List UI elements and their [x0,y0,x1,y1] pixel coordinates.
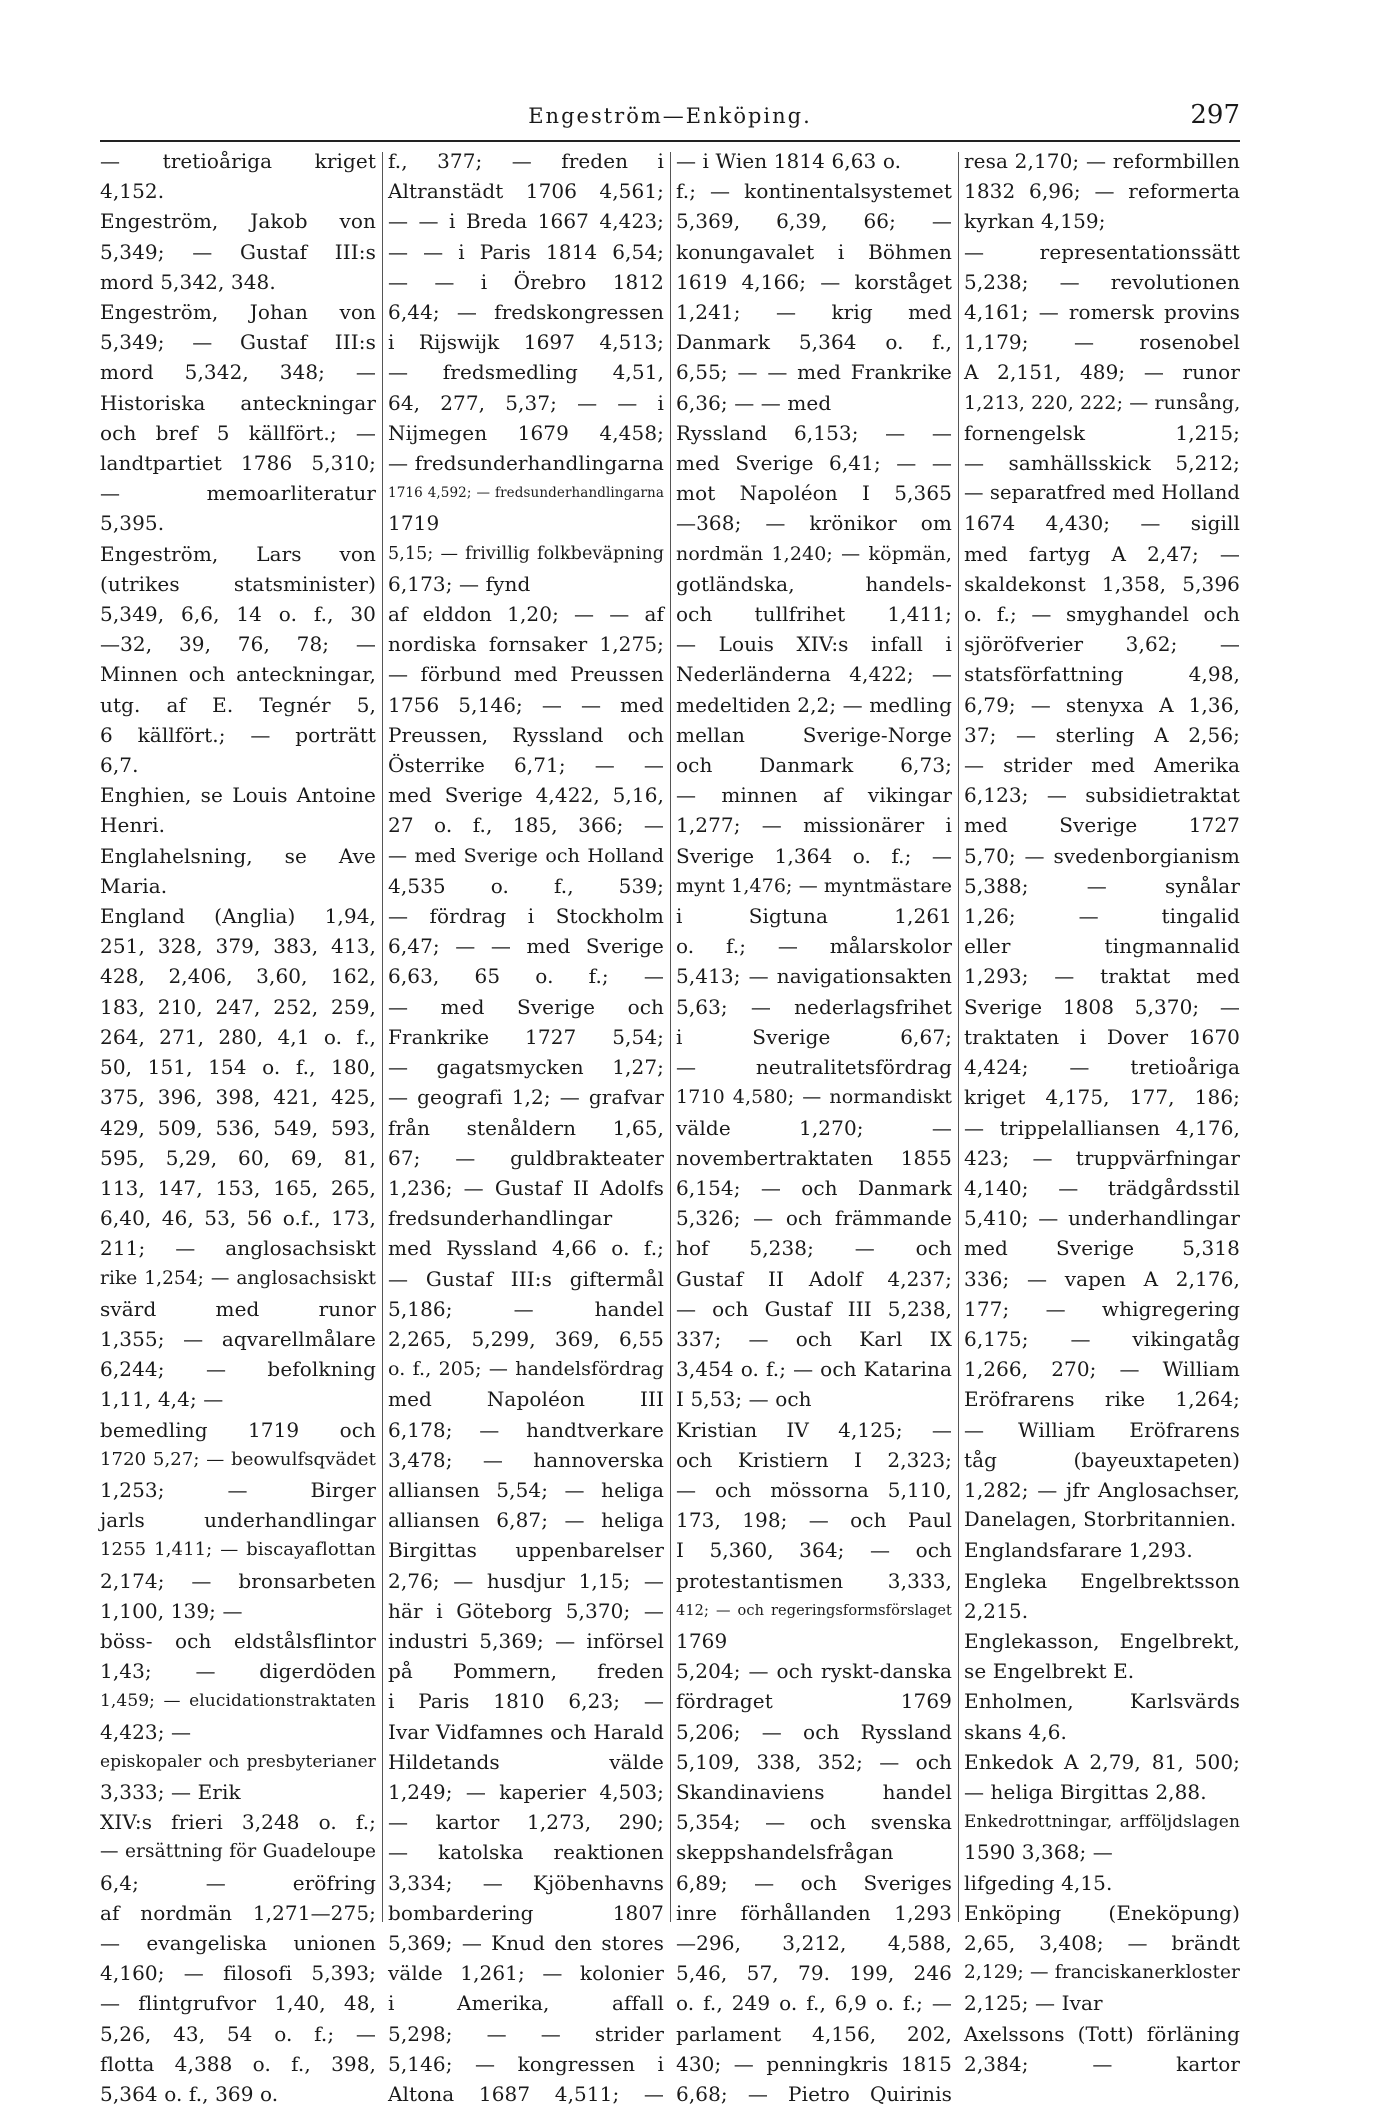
index-column-2 [388,146,664,2106]
index-line: Preussen, Ryssland och [388,722,664,747]
index-line: Altona 1687 4,511; — [388,2082,664,2106]
index-line: 4,161; — romersk provins [964,300,1240,325]
index-line: Minnen och anteckningar, [100,662,376,687]
index-line: 5,364 o. f., 369 o. [100,2082,279,2106]
index-line: 5,206; — och Ryssland [676,1719,952,1744]
index-line: — katolska reaktionen [388,1840,664,1865]
index-line: konungavalet i Böhmen [676,239,952,264]
index-line: nordmän 1,240; — köpmän, [676,542,952,565]
index-line: 2,384; — kartor [964,2051,1240,2076]
index-line: 6,47; — — med Sverige [388,934,664,959]
index-line: — — i Örebro 1812 [388,269,664,294]
index-line: 177; — whigregering [964,1296,1240,1321]
index-line: af elddon 1,20; — — af [388,602,664,627]
index-line: 1756 5,146; — — med [388,692,664,717]
index-column-4 [964,146,1241,2076]
index-line: Altranstädt 1706 4,561; [388,179,664,204]
index-line: 1,253; — Birger [100,1477,376,1502]
index-line: 5,413; — navigationsakten [676,964,952,989]
index-line: 375, 396, 398, 421, 425, [100,1085,376,1110]
index-line: statsförfattning 4,98, [964,662,1240,687]
index-line: — — i Paris 1814 6,54; [388,239,664,264]
index-line: Danelagen, Storbritannien. [964,1508,1237,1532]
index-line: 5,26, 43, 54 o. f.; — [100,2021,376,2046]
index-line: 5,15; — frivillig folkbeväpning [388,543,664,564]
index-line: — minnen af vikingar [676,783,952,808]
index-line: Englahelsning, se Ave [100,843,376,868]
index-line: 6,68; — Pietro Quirinis [676,2082,952,2106]
index-line: 1716 4,592; — fredsunderhandlingarna [388,485,664,502]
index-line: — separatfred med Holland [964,481,1240,505]
index-line: f.; — kontinentalsystemet [676,179,952,204]
index-line: 1255 1,411; — biscayaflottan [100,1539,376,1561]
index-line: — i Wien 1814 6,63 o. [676,149,902,173]
index-line: o. f., 205; — handelsfördrag [388,1358,664,1381]
index-line: tåg (bayeuxtapeten) [964,1447,1240,1472]
index-line: mot Napoléon I 5,365 [676,481,952,506]
index-line: böss- och eldstålsflintor [100,1628,376,1653]
index-line: —368; — krönikor om [676,511,952,536]
index-line: 428, 2,406, 3,60, 162, [100,964,376,989]
index-line: 2,129; — franciskanerkloster [964,1962,1240,1984]
column-divider [958,152,959,1922]
index-line: 1,266, 270; — William [964,1357,1240,1382]
index-line: 5,46, 57, 79. 199, 246 [676,1961,952,1986]
index-line: Historiska anteckningar [100,390,376,415]
index-line: — heliga Birgittas 2,88. [964,1779,1207,1804]
index-line: bombardering 1807 [388,1900,664,1925]
index-line: Nijmegen 1679 4,458; [388,420,664,445]
index-line: 1,100, 139; — [100,1598,243,1623]
index-line: 6,40, 46, 53, 56 o.f., 173, [100,1206,376,1231]
index-line: — — i Breda 1667 4,423; [388,209,664,234]
index-line: Ryssland 6,153; — — [676,420,952,445]
index-line: 5,388; — synålar [964,873,1240,898]
index-line: skeppshandelsfrågan [676,1840,894,1865]
index-line: 5,369, 6,39, 66; — [676,209,952,234]
index-line: 1,459; — elucidationstraktaten [100,1691,376,1712]
index-line: — flintgrufvor 1,40, 48, [100,1991,376,2016]
index-line: 6,44; — fredskongressen [388,300,664,325]
index-line: (utrikes statsminister) [100,571,376,596]
index-line: i Amerika, affall [388,1991,664,2016]
index-line: i Rijswijk 1697 4,513; [388,330,664,355]
index-line: novembertraktaten 1855 [676,1145,952,1170]
index-line: — fördrag i Stockholm [388,904,664,929]
index-line: — med Sverige och [388,994,664,1019]
index-line: 251, 328, 379, 383, 413, [100,934,376,959]
index-line: Nederländerna 4,422; — [676,662,952,687]
index-line: med Napoléon III [388,1387,664,1412]
index-line: 5,349; — Gustaf III:s [100,330,376,355]
index-line: — fredsunderhandlingarna [388,451,664,476]
index-line: 5,369; — Knud den stores [388,1930,664,1955]
index-line: 27 o. f., 185, 366; — [388,813,664,838]
index-line: Engeström, Lars von [100,541,376,566]
index-line: i Paris 1810 6,23; — [388,1689,664,1714]
index-line: 6,36; — — med [676,390,832,415]
index-line: 423; — truppvärfningar [964,1145,1240,1170]
index-line: Österrike 6,71; — — [388,753,664,778]
index-line: 1,249; — kaperier 4,503; [388,1779,664,1804]
index-line: — representationssätt [964,239,1240,264]
index-columns [100,146,1241,2106]
index-line: Sverige 1808 5,370; — [964,994,1240,1019]
index-line: mynt 1,476; — myntmästare [676,874,953,897]
index-line: 5,326; — och främmande [676,1206,952,1231]
index-line: — trippelalliansen 4,176, [964,1115,1240,1140]
index-line: 6,89; — och Sveriges [676,1870,952,1895]
index-line: 1769 [676,1628,728,1653]
index-line: rike 1,254; — anglosachsiskt [100,1267,376,1289]
index-line: 1720 5,27; — beowulfsqvädet [100,1448,376,1470]
index-line: 6,123; — subsidietraktat [964,783,1240,808]
index-line: —32, 39, 76, 78; — [100,632,376,657]
index-line: på Pommern, freden [388,1659,664,1684]
index-line: mellan Sverige-Norge [676,722,952,747]
index-line: Engeström, Jakob von [100,209,376,234]
index-line: 4,160; — filosofi 5,393; [100,1961,376,1986]
index-line: 1,26; — tingalid [964,904,1240,929]
index-line: Hildetands välde [388,1749,664,1774]
index-line: 5,354; — och svenska [676,1810,952,1835]
index-line: — samhällsskick 5,212; [964,451,1240,476]
index-line: 337; — och Karl IX [676,1326,952,1351]
column-divider [670,152,671,1922]
index-line: 1,241; — krig med [676,300,952,325]
index-line: — och Gustaf III 5,238, [676,1296,952,1321]
index-line: af nordmän 1,271—275; [100,1900,376,1925]
index-line: 64, 277, 5,37; — — i [388,390,664,415]
index-line: protestantismen 3,333, [676,1568,952,1593]
index-line: Frankrike 1727 5,54; [388,1024,664,1049]
index-line: —296, 3,212, 4,588, [676,1930,952,1955]
index-line: med Ryssland 4,66 o. f.; [388,1236,664,1261]
index-line: — fredsmedling 4,51, [388,360,664,385]
index-line: Gustaf II Adolf 4,237; [676,1266,952,1291]
index-line: Enkedok A 2,79, 81, 500; [964,1749,1240,1774]
index-line: 3,454 o. f.; — och Katarina [676,1357,952,1382]
index-line: jarls underhandlingar [100,1508,376,1533]
index-line: kyrkan 4,159; [964,209,1106,234]
index-line: traktaten i Dover 1670 [964,1024,1240,1049]
index-line: 2,265, 5,299, 369, 6,55 [388,1326,664,1351]
index-line: 5,238; — revolutionen [964,269,1240,294]
index-line: i Sigtuna 1,261 [676,904,952,929]
page-header [100,100,1240,138]
index-line: Enkedrottningar, arfföljdslagen [964,1812,1240,1833]
index-line: resa 2,170; — reformbillen [964,149,1240,173]
index-line: 6 källfört.; — porträtt [100,722,376,747]
index-line: — gagatsmycken 1,27; [388,1055,664,1080]
index-line: 1,236; — Gustaf II Adolfs [388,1175,664,1200]
index-line: 4,140; — trädgårdsstil [964,1175,1240,1200]
index-line: I 5,53; — och [676,1387,812,1412]
index-line: skaldekonst 1,358, 5,396 [964,571,1240,596]
index-line: nordiska fornsaker 1,275; [388,632,664,657]
index-line: 430; — penningkris 1815 [676,2051,952,2076]
index-line: fredsunderhandlingar [388,1206,613,1231]
index-line: Enghien, se Louis Antoine [100,783,376,808]
index-line: 1832 6,96; — reformerta [964,179,1240,204]
index-line: 1719 [388,511,440,536]
index-line: skans 4,6. [964,1719,1067,1744]
index-line: medeltiden 2,2; — medling [676,692,952,717]
index-line: 264, 271, 280, 4,1 o. f., [100,1024,376,1049]
index-line: — kartor 1,273, 290; [388,1810,664,1835]
index-line: 1,213, 220, 222; — runsång, [964,391,1241,414]
index-line: i Sverige 6,67; [676,1024,952,1049]
index-line: med fartyg A 2,47; — [964,541,1240,566]
index-line: 37; — sterling A 2,56; [964,722,1240,747]
index-line: hof 5,238; — och [676,1236,952,1261]
index-line: 5,298; — — strider [388,2021,664,2046]
index-line: 2,215. [964,1598,1029,1623]
index-line: Birgittas uppenbarelser [388,1538,664,1563]
index-line: 2,76; — husdjur 1,15; — [388,1568,664,1593]
index-line: 429, 509, 536, 549, 593, [100,1115,376,1140]
index-line: och Kristiern I 2,323; [676,1447,952,1472]
index-line: 5,349, 6,6, 14 o. f., 30 [100,602,376,627]
index-line: 1,282; — jfr Anglosachser, [964,1477,1240,1502]
index-line: inre förhållanden 1,293 [676,1900,952,1925]
index-line: med Sverige 6,41; — — [676,451,952,476]
index-line: Engeström, Johan von [100,300,376,325]
index-line: 412; — och regeringsformsförslaget [676,1602,952,1619]
index-line: 173, 198; — och Paul [676,1508,952,1533]
index-line: flotta 4,388 o. f., 398, [100,2051,376,2076]
index-line: I 5,360, 364; — och [676,1538,952,1563]
index-line: Kristian IV 4,125; — [676,1417,952,1442]
index-line: Maria. [100,873,168,898]
index-line: fördraget 1769 [676,1689,952,1714]
index-line: mord 5,342, 348. [100,269,276,294]
index-line: 1,293; — traktat med [964,964,1240,989]
index-line: 595, 5,29, 60, 69, 81, [100,1145,376,1170]
index-line: välde 1,270; — [676,1115,952,1140]
index-line: o. f.; — målarskolor [676,934,952,959]
index-line: Axelssons (Tott) förläning [964,2021,1240,2046]
index-line: sjöröfverier 3,62; — [964,632,1240,657]
index-line: 6,79; — stenyxa A 1,36, [964,692,1240,717]
index-line: 3,333; — Erik [100,1779,241,1804]
index-line: 6,63, 65 o. f.; — [388,964,664,989]
index-line: 3,478; — hannoverska [388,1447,664,1472]
index-line: 1590 3,368; — [964,1840,1113,1865]
index-column-3 [676,146,953,2106]
index-line: lifgeding 4,15. [964,1870,1113,1895]
index-line: här i Göteborg 5,370; — [388,1598,664,1623]
index-line: och bref 5 källfört.; — [100,420,376,445]
index-line: med Sverige 1727 [964,813,1240,838]
index-line: f., 377; — freden i [388,149,664,173]
index-line: — förbund med Preussen [388,662,664,687]
index-line: — ersättning för Guadeloupe [100,1841,376,1863]
index-line: alliansen 6,87; — heliga [388,1508,664,1533]
index-line: 1,277; — missionärer i [676,813,952,838]
index-line: 6,4; — eröfring [100,1870,376,1895]
index-line: 1710 4,580; — normandiskt [676,1086,952,1109]
index-line: — Louis XIV:s infall i [676,632,952,657]
index-line: Danmark 5,364 o. f., [676,330,952,355]
index-line: Sverige 1,364 o. f.; — [676,843,952,868]
index-line: A 2,151, 489; — runor [964,360,1240,385]
index-line: 5,109, 338, 352; — och [676,1749,952,1774]
index-line: Enköping (Eneköpung) [964,1900,1240,1925]
index-line: 5,204; — och ryskt-danska [676,1659,952,1684]
index-line: — evangeliska unionen [100,1930,376,1955]
index-line: 4,424; — tretioåriga [964,1055,1240,1080]
index-line: 6,7. [100,753,139,778]
index-line: 1,43; — digerdöden [100,1659,376,1684]
index-line: — William Eröfrarens [964,1417,1240,1442]
index-line: o. f.; — smyghandel och [964,602,1240,627]
header-rule [100,140,1240,142]
index-line: 5,70; — svedenborgianism [964,843,1240,868]
index-line: 5,63; — nederlagsfrihet [676,994,952,1019]
index-line: se Engelbrekt E. [964,1659,1135,1684]
index-line: o. f., 249 o. f., 6,9 o. f.; — [676,1991,952,2016]
index-line: XIV:s frieri 3,248 o. f.; [100,1810,376,1835]
index-line: 183, 210, 247, 252, 259, [100,994,376,1019]
index-line: 5,146; — kongressen i [388,2051,664,2076]
index-line: — med Sverige och Holland [388,844,664,867]
index-line: fornengelsk 1,215; [964,420,1240,445]
index-line: 2,125; — Ivar [964,1991,1103,2016]
index-line: 1,11, 4,4; — [100,1387,224,1412]
index-line: och tullfrihet 1,411; [676,602,952,627]
index-line: Skandinaviens handel [676,1779,952,1804]
index-line: 6,154; — och Danmark [676,1175,952,1200]
index-line: 50, 151, 154 o. f., 180, [100,1055,376,1080]
index-line: Engleka Engelbrektsson [964,1568,1240,1593]
index-line: svärd med runor [100,1296,376,1321]
index-line: landtpartiet 1786 5,310; [100,451,376,476]
index-line: parlament 4,156, 202, [676,2021,952,2046]
index-line: Enholmen, Karlsvärds [964,1689,1240,1714]
index-line: med Sverige 4,422, 5,16, [388,783,664,808]
index-line: — strider med Amerika [964,753,1240,778]
index-line: 2,65, 3,408; — brändt [964,1930,1240,1955]
index-line: med Sverige 5,318 [964,1236,1240,1261]
index-line: — geografi 1,2; — grafvar [388,1085,664,1110]
page-number: 297 [1190,100,1240,130]
index-line: och Danmark 6,73; [676,753,952,778]
index-line: England (Anglia) 1,94, [100,904,376,929]
index-line: utg. af E. Tegnér 5, [100,692,376,717]
index-line: 6,244; — befolkning [100,1357,376,1382]
index-line: — Gustaf III:s giftermål [388,1266,664,1291]
index-line: — och mössorna 5,110, [676,1477,952,1502]
index-line: industri 5,369; — införsel [388,1628,664,1653]
index-line: 5,395. [100,511,165,536]
index-line: 67; — guldbrakteater [388,1145,664,1170]
index-line: 5,410; — underhandlingar [964,1206,1240,1231]
index-line: 1619 4,166; — korståget [676,269,952,294]
index-line: 6,55; — — med Frankrike [676,360,952,385]
index-line: mord 5,342, 348; — [100,360,376,385]
index-line: 5,186; — handel [388,1296,664,1321]
index-line: 6,173; — fynd [388,571,531,596]
index-line: Eröfrarens rike 1,264; [964,1387,1240,1412]
index-line: — neutralitetsfördrag [676,1055,952,1080]
index-line: 1,355; — aqvarellmålare [100,1326,376,1351]
index-line: 4,423; — [100,1719,192,1744]
running-head: Engeström—Enköping. [528,104,812,128]
index-line: — memoarliteratur [100,481,376,506]
index-line: 1,179; — rosenobel [964,330,1240,355]
index-line: eller tingmannalid [964,934,1240,959]
index-line: 4,535 o. f., 539; [388,873,664,898]
index-line: 336; — vapen A 2,176, [964,1266,1240,1291]
index-line: 4,152. [100,179,165,204]
index-line: från stenåldern 1,65, [388,1115,664,1140]
column-divider [382,152,383,1922]
index-line: — tretioåriga kriget [100,149,376,173]
index-line: 1674 4,430; — sigill [964,511,1240,536]
index-line: gotländska, handels- [676,571,952,596]
index-line: 3,334; — Kjöbenhavns [388,1870,664,1895]
index-line: Ivar Vidfamnes och Harald [388,1719,664,1744]
index-line: episkopaler och presbyterianer [100,1751,376,1772]
index-line: alliansen 5,54; — heliga [388,1477,664,1502]
index-line: välde 1,261; — kolonier [388,1961,664,1986]
index-line: 6,178; — handtverkare [388,1417,664,1442]
index-column-1 [100,146,376,2106]
index-line: 5,349; — Gustaf III:s [100,239,376,264]
index-line: 6,175; — vikingatåg [964,1326,1240,1351]
index-line: 2,174; — bronsarbeten [100,1568,376,1593]
index-line: kriget 4,175, 177, 186; [964,1085,1240,1110]
index-line: 211; — anglosachsiskt [100,1236,376,1261]
index-line: bemedling 1719 och [100,1417,376,1442]
index-line: Englekasson, Engelbrekt, [964,1628,1240,1653]
index-line: Henri. [100,813,166,838]
index-line: Englandsfarare 1,293. [964,1538,1193,1563]
index-line: 113, 147, 153, 165, 265, [100,1175,376,1200]
